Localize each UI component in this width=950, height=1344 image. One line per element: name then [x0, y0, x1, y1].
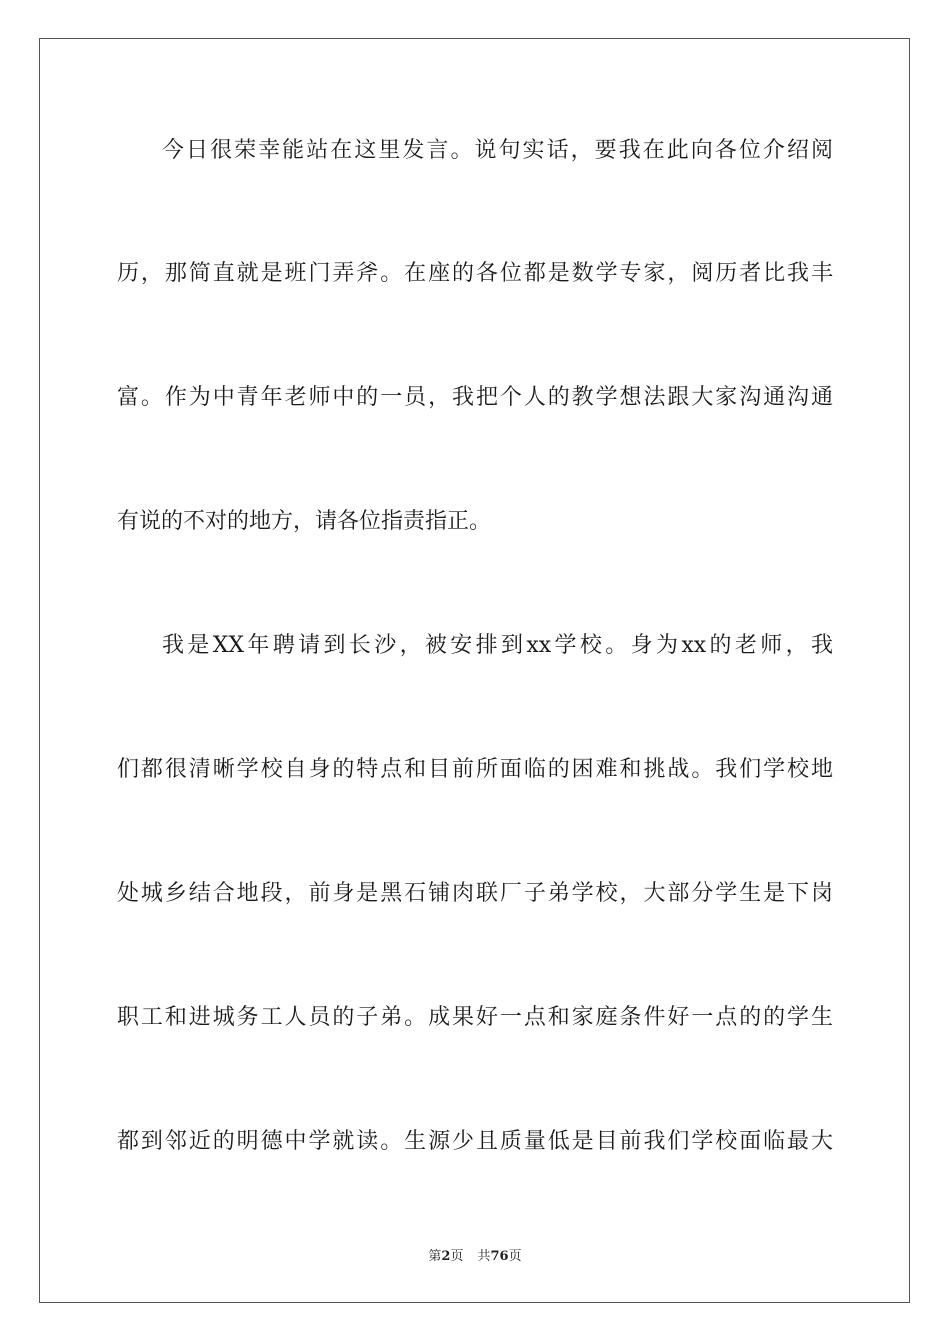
text-line: 职工和进城务工人员的子弟。成果好一点和家庭条件好一点的的学生 — [117, 1005, 833, 1030]
page-number: 2 — [441, 1249, 451, 1264]
text-line: 历，那简直就是班门弄斧。在座的各位都是数学专家，阅历者比我丰 — [117, 261, 833, 286]
total-prefix: 共 — [477, 1249, 491, 1264]
text-line: 富。作为中青年老师中的一员，我把个人的教学想法跟大家沟通沟通 — [117, 385, 833, 410]
text-line: 处城乡结合地段，前身是黑石铺肉联厂子弟学校，大部分学生是下岗 — [117, 881, 833, 906]
text-line: 都到邻近的明德中学就读。生源少且质量低是目前我们学校面临最大 — [117, 1129, 833, 1154]
page-border — [39, 38, 910, 1303]
text-line: 我是XX年聘请到长沙，被安排到xx学校。身为xx的老师，我 — [162, 633, 833, 658]
text-line: 们都很清晰学校自身的特点和目前所面临的困难和挑战。我们学校地 — [117, 757, 833, 782]
total-suffix: 页 — [508, 1249, 522, 1264]
text-line: 有说的不对的地方，请各位指责指正。 — [117, 509, 492, 534]
total-pages: 76 — [490, 1249, 509, 1264]
page-suffix: 页 — [450, 1249, 464, 1264]
page-prefix: 第 — [428, 1249, 442, 1264]
page-footer — [0, 1248, 950, 1266]
text-line: 今日很荣幸能站在这里发言。说句实话，要我在此向各位介绍阅 — [162, 138, 833, 163]
